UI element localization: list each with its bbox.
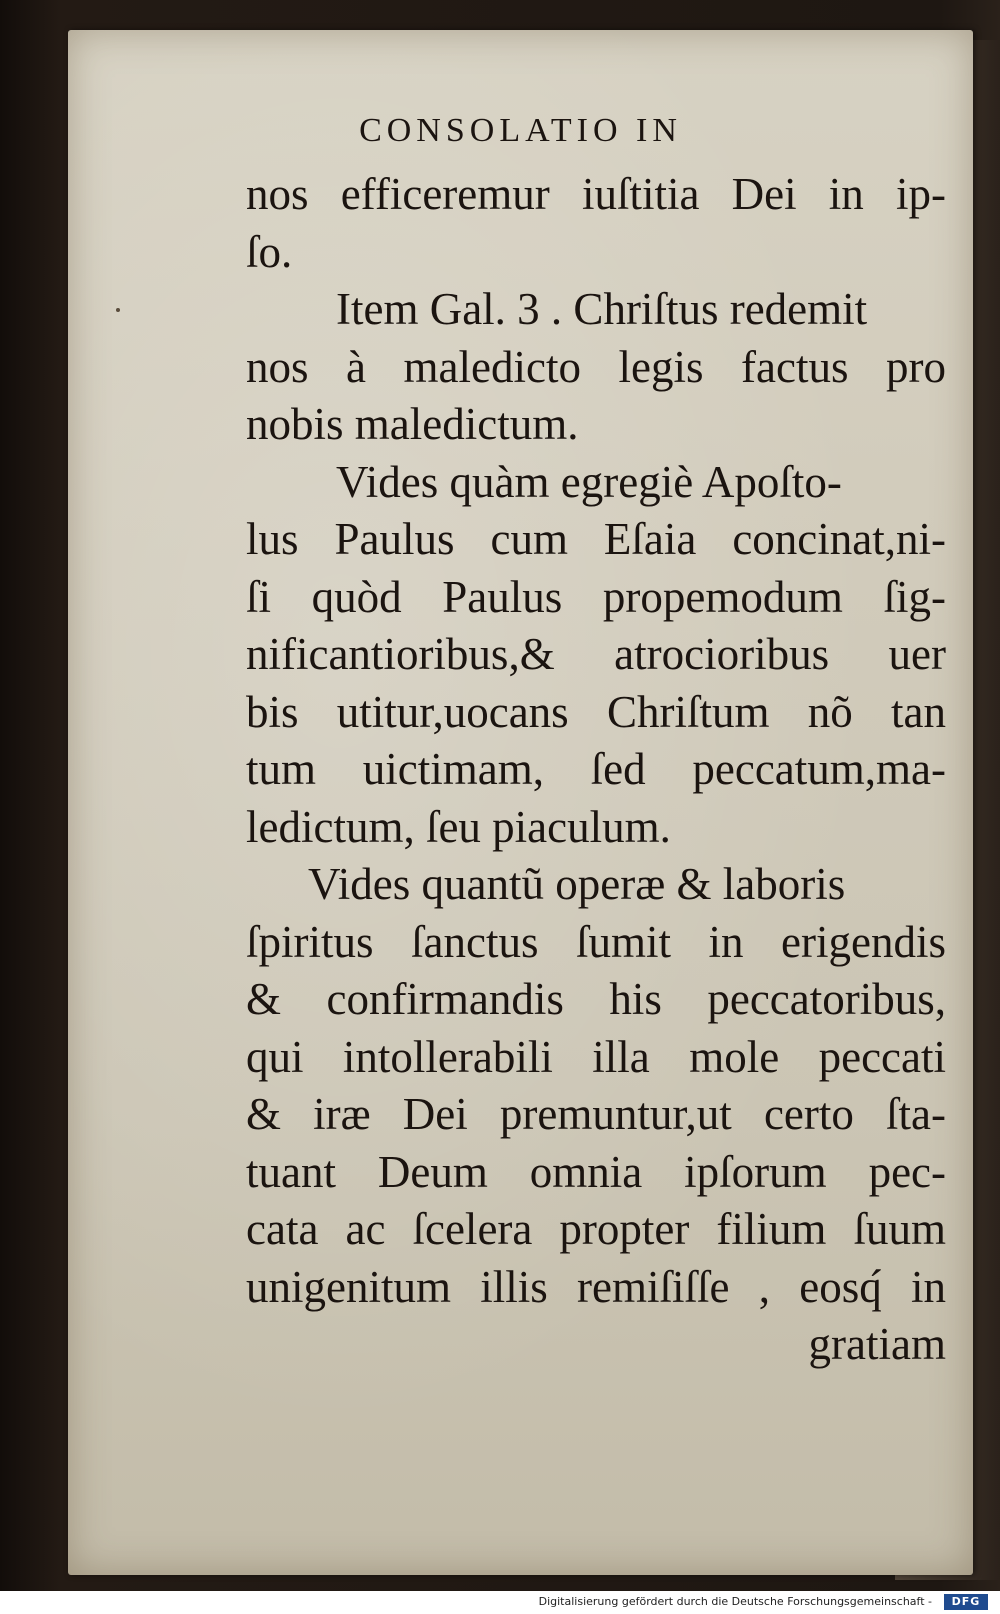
text-line: qui intollerabili illa mole peccati: [246, 1031, 946, 1082]
text-line: & iræ Dei premuntur,ut certo ſta-: [246, 1089, 946, 1139]
text-line: nobis maledictum.: [246, 399, 579, 449]
dfg-logo: DFG: [944, 1594, 988, 1610]
text-line: nos à maledicto legis factus pro: [246, 341, 946, 392]
text-line: ſo.: [246, 226, 293, 277]
text-line: tum uictimam, ſed peccatum,ma-: [246, 744, 946, 794]
text-line: gratiam: [808, 1319, 946, 1369]
text-line: tuant Deum omnia ipſorum pec-: [246, 1146, 946, 1197]
text-line: Item Gal. 3 . Chriſtus redemit: [336, 284, 868, 334]
body-text: [246, 166, 946, 1374]
text-line: Vides quantũ operæ & laboris: [308, 859, 846, 909]
text-line: nificantioribus,& atrocioribus uer: [246, 629, 946, 679]
text-line: unigenitum illis remiſiſſe , eosq́ in: [246, 1261, 946, 1312]
footer-bar: [0, 1591, 1000, 1614]
text-line: cata ac ſcelera propter filium ſuum: [246, 1204, 946, 1254]
funding-credit: Digitalisierung gefördert durch die Deutsche Forschungsgemeinschaft -: [538, 1595, 932, 1608]
text-line: Vides quàm egregiè Apoſto-: [336, 456, 842, 507]
running-head: CONSOLATIO IN: [359, 112, 682, 149]
text-line: ſi quòd Paulus propemodum ſig-: [246, 571, 946, 622]
text-line: ſpiritus ſanctus ſumit in erigendis: [246, 916, 946, 967]
text-line: ledictum, ſeu piaculum.: [246, 801, 671, 852]
book-page: [68, 30, 973, 1575]
text-line: bis utitur,uocans Chriſtum nõ tan: [246, 686, 946, 737]
text-line: lus Paulus cum Eſaia concinat,ni-: [246, 514, 946, 564]
text-line: nos efficeremur iuſtitia Dei in ip-: [246, 169, 946, 219]
text-line: & confirmandis his peccatoribus,: [246, 974, 946, 1024]
ink-speck: [116, 308, 120, 312]
